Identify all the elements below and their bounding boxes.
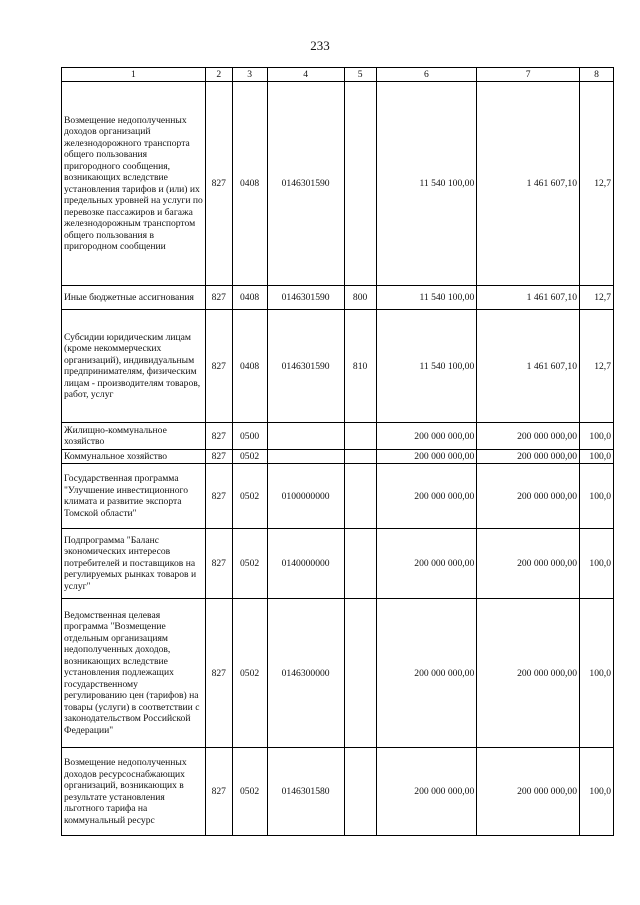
target-code: 0146301580 [267,748,344,836]
percent-value: 100,0 [580,450,614,464]
plan-amount: 200 000 000,00 [376,450,477,464]
section-code: 0408 [232,286,267,310]
section-code: 0408 [232,310,267,423]
plan-amount: 200 000 000,00 [376,748,477,836]
plan-amount: 200 000 000,00 [376,529,477,599]
table-row [62,748,614,836]
actual-amount: 1 461 607,10 [477,310,580,423]
column-header: 4 [267,68,344,82]
table-row [62,450,614,464]
plan-amount: 11 540 100,00 [376,310,477,423]
percent-value: 12,7 [580,310,614,423]
table-row [62,423,614,450]
kind-code: 800 [344,286,376,310]
target-code: 0140000000 [267,529,344,599]
actual-amount: 200 000 000,00 [477,464,580,529]
section-code: 0502 [232,464,267,529]
actual-amount: 200 000 000,00 [477,599,580,748]
table-row [62,82,614,286]
target-code [267,423,344,450]
percent-value: 100,0 [580,423,614,450]
row-name: Подпрограмма "Баланс экономических интересов потребителей и поставщиков на регулируемых рынках товаров и услуг" [62,529,206,599]
admin-code: 827 [205,464,232,529]
page-number: 233 [310,38,330,53]
section-code: 0502 [232,599,267,748]
table-row [62,286,614,310]
section-code: 0500 [232,423,267,450]
section-code: 0408 [232,82,267,286]
budget-table [61,67,614,836]
percent-value: 12,7 [580,286,614,310]
kind-code [344,599,376,748]
section-code: 0502 [232,529,267,599]
admin-code: 827 [205,450,232,464]
kind-code [344,464,376,529]
section-code: 0502 [232,450,267,464]
target-code: 0100000000 [267,464,344,529]
percent-value: 12,7 [580,82,614,286]
row-name: Иные бюджетные ассигнования [62,286,206,310]
target-code [267,450,344,464]
row-name: Возмещение недополученных доходов организаций железнодорожного транспорта общего пользования пригородного сообщения, возникающих вследствие установления тарифов и (или) их предельных уровней на услуги по перевозке пассажиров и багажа железнодорожным транспортом общего пользования в пригородном сообщении [62,82,206,286]
table-row [62,310,614,423]
actual-amount: 1 461 607,10 [477,82,580,286]
column-header: 7 [477,68,580,82]
row-name: Ведомственная целевая программа "Возмещение отдельным организациям недополученных доходов, возникающих вследствие установления подлежащих государственному регулированию цен (тарифов) на товары (услуги) в соответствии с законодательством Российской Федерации" [62,599,206,748]
table-row [62,599,614,748]
plan-amount: 200 000 000,00 [376,423,477,450]
row-name: Субсидии юридическим лицам (кроме некоммерческих организаций), индивидуальным предпринимателям, физическим лицам - производителям товаров, работ, услуг [62,310,206,423]
percent-value: 100,0 [580,464,614,529]
actual-amount: 200 000 000,00 [477,423,580,450]
actual-amount: 200 000 000,00 [477,529,580,599]
column-header: 6 [376,68,477,82]
column-header: 3 [232,68,267,82]
row-name: Государственная программа "Улучшение инвестиционного климата и развитие экспорта Томской области" [62,464,206,529]
plan-amount: 11 540 100,00 [376,286,477,310]
target-code: 0146300000 [267,599,344,748]
plan-amount: 200 000 000,00 [376,464,477,529]
kind-code [344,82,376,286]
admin-code: 827 [205,286,232,310]
kind-code [344,423,376,450]
table-header-row [62,68,614,82]
row-name: Коммунальное хозяйство [62,450,206,464]
target-code: 0146301590 [267,82,344,286]
target-code: 0146301590 [267,310,344,423]
kind-code: 810 [344,310,376,423]
kind-code [344,450,376,464]
admin-code: 827 [205,529,232,599]
row-name: Жилищно-коммунальное хозяйство [62,423,206,450]
admin-code: 827 [205,599,232,748]
column-header: 5 [344,68,376,82]
column-header: 8 [580,68,614,82]
admin-code: 827 [205,310,232,423]
admin-code: 827 [205,423,232,450]
table-row [62,529,614,599]
actual-amount: 1 461 607,10 [477,286,580,310]
column-header: 1 [62,68,206,82]
percent-value: 100,0 [580,748,614,836]
row-name: Возмещение недополученных доходов ресурсоснабжающих организаций, возникающих в результате установления льготного тарифа на коммунальный ресурс [62,748,206,836]
percent-value: 100,0 [580,529,614,599]
target-code: 0146301590 [267,286,344,310]
column-header: 2 [205,68,232,82]
plan-amount: 11 540 100,00 [376,82,477,286]
table-row [62,464,614,529]
admin-code: 827 [205,748,232,836]
kind-code [344,748,376,836]
percent-value: 100,0 [580,599,614,748]
kind-code [344,529,376,599]
plan-amount: 200 000 000,00 [376,599,477,748]
actual-amount: 200 000 000,00 [477,450,580,464]
actual-amount: 200 000 000,00 [477,748,580,836]
admin-code: 827 [205,82,232,286]
section-code: 0502 [232,748,267,836]
